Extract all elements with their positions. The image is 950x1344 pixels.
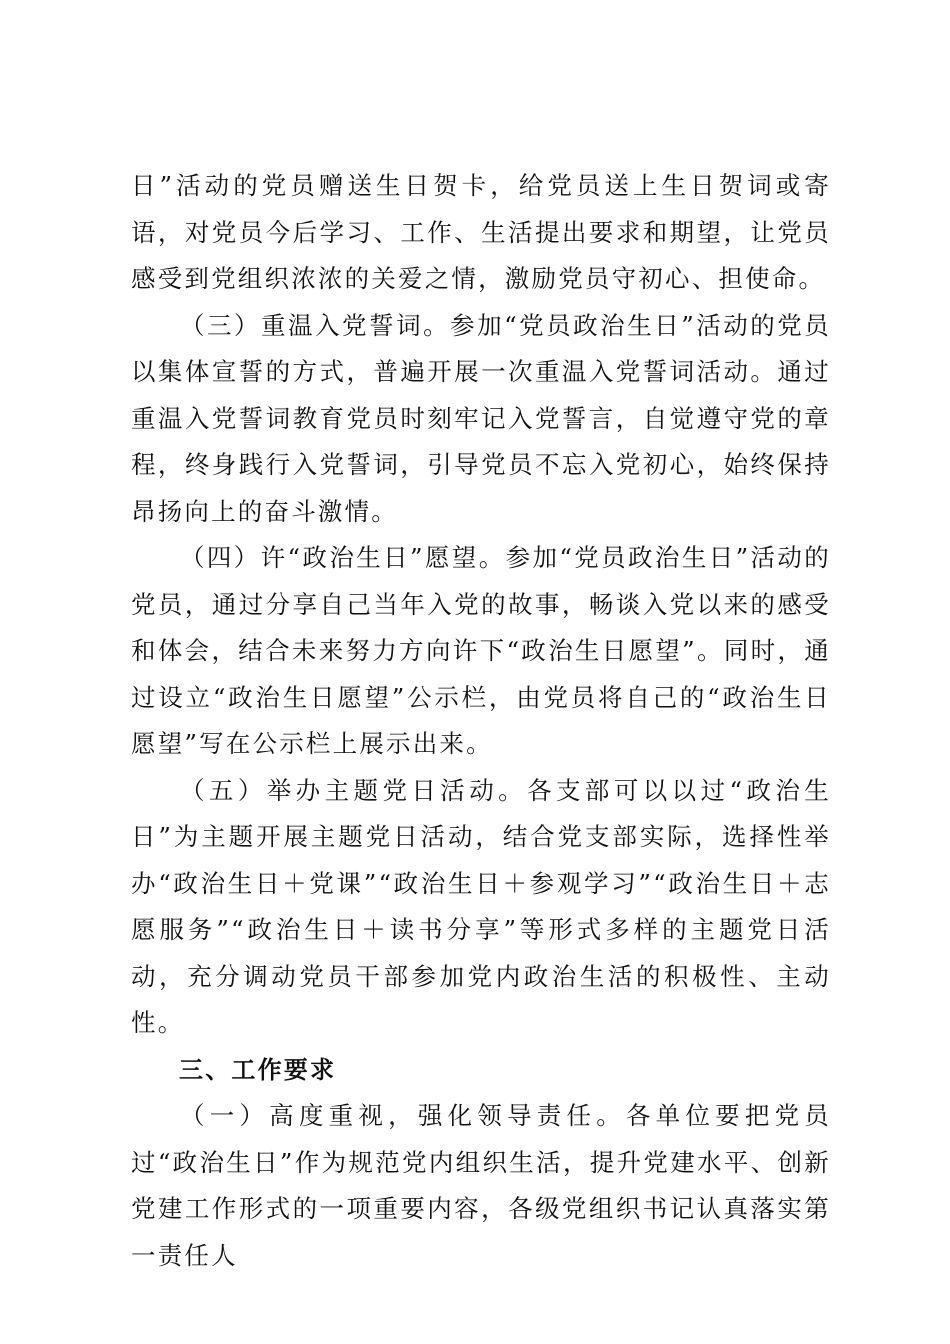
paragraph-continuation: 日”活动的党员赠送生日贺卡，给党员送上生日贺词或寄语，对党员今后学习、工作、生活提出要求和期望，让党员感受到党组织浓浓的关爱之情，激励党员守初心、担使命。 (131, 171, 831, 293)
section-heading-work-requirements: 三、工作要求 (179, 1055, 337, 1084)
paragraph-theme-party-day: （五）举办主题党日活动。各支部可以以过“政治生日”为主题开展主题党日活动，结合党支部实际，选择性举办“政治生日＋党课”“政治生日＋参观学习”“政治生日＋志愿服务”“政治生日＋读书分享”等形式多样的主题党日活动，充分调动党员干部参加党内政治生活的积极性、主动性。 (131, 775, 831, 1037)
paragraph-birthday-wish: （四）许“政治生日”愿望。参加“党员政治生日”活动的党员，通过分享自己当年入党的故事，畅谈入党以来的感受和体会，结合未来努力方向许下“政治生日愿望”。同时，通过设立“政治生日愿望”公示栏，由党员将自己的“政治生日愿望”写在公示栏上展示出来。 (131, 543, 831, 758)
paragraph-leadership-responsibility: （一）高度重视，强化领导责任。各单位要把党员过“政治生日”作为规范党内组织生活，提升党建水平、创新党建工作形式的一项重要内容，各级党组织书记认真落实第一责任人 (131, 1101, 831, 1270)
document-body (131, 163, 831, 1279)
paragraph-renew-oath: （三）重温入党誓词。参加“党员政治生日”活动的党员以集体宣誓的方式，普遍开展一次重温入党誓词活动。通过重温入党誓词教育党员时刻牢记入党誓言，自觉遵守党的章程，终身践行入党誓词，引导党员不忘入党初心，始终保持昂扬向上的奋斗激情。 (131, 310, 831, 526)
